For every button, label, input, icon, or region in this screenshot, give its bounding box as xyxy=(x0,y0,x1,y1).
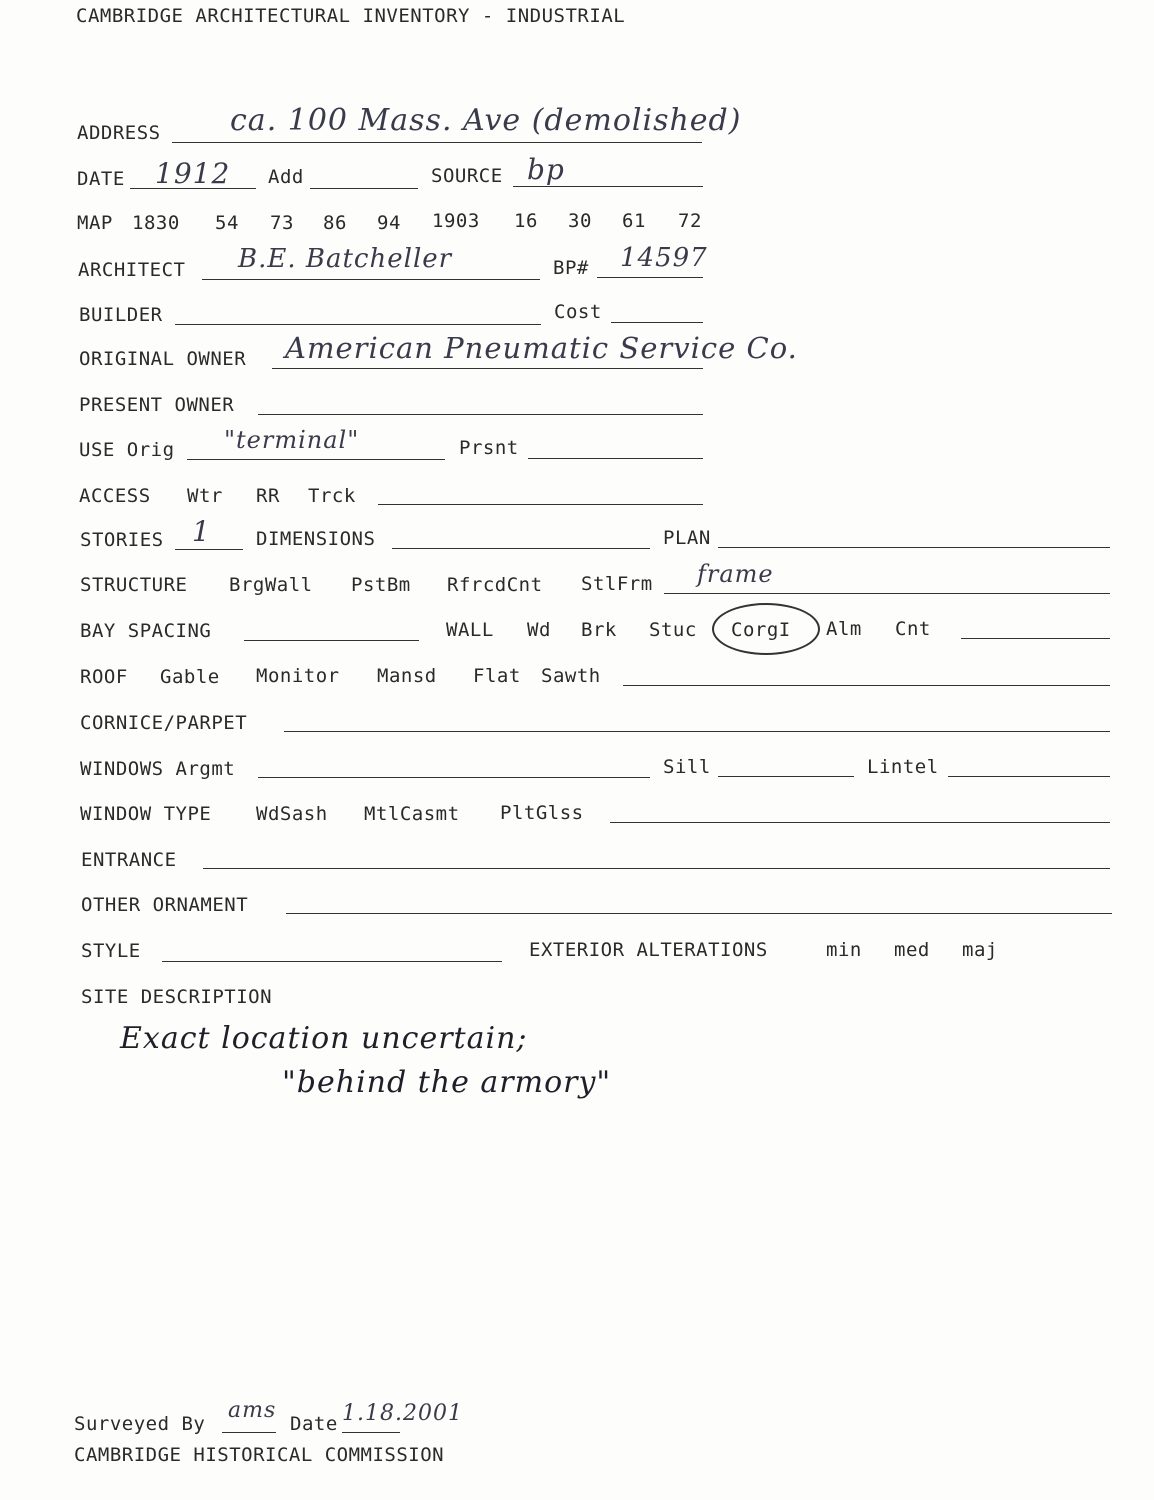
stories-line[interactable] xyxy=(175,549,243,550)
map-label: MAP xyxy=(77,212,113,234)
bp-label: BP# xyxy=(553,257,589,279)
roof-option-mansd[interactable]: Mansd xyxy=(377,665,437,687)
alteration-option-min[interactable]: min xyxy=(826,939,862,961)
survey-date-line[interactable] xyxy=(342,1432,400,1433)
structure-option-stlfrm[interactable]: StlFrm xyxy=(581,573,653,595)
add-line[interactable] xyxy=(310,188,418,189)
entrance-line[interactable] xyxy=(203,868,1110,869)
bp-line[interactable] xyxy=(597,277,703,278)
sill-label: Sill xyxy=(663,756,711,778)
original-owner-label: ORIGINAL OWNER xyxy=(79,348,247,370)
other-ornament-label: OTHER ORNAMENT xyxy=(81,894,249,916)
roof-option-gable[interactable]: Gable xyxy=(160,666,220,688)
builder-label: BUILDER xyxy=(79,304,163,326)
date-value: 1912 xyxy=(155,157,231,190)
access-option-trck[interactable]: Trck xyxy=(308,485,356,507)
site-description-label: SITE DESCRIPTION xyxy=(81,986,273,1008)
roof-line[interactable] xyxy=(623,685,1110,686)
survey-date-value: 1.18.2001 xyxy=(342,1401,463,1426)
dimensions-label: DIMENSIONS xyxy=(256,528,376,550)
plan-label: PLAN xyxy=(663,527,711,549)
add-label: Add xyxy=(268,166,304,188)
entrance-label: ENTRANCE xyxy=(81,849,177,871)
access-label: ACCESS xyxy=(79,485,151,507)
window-type-option-wdsash[interactable]: WdSash xyxy=(256,803,328,825)
bp-value: 14597 xyxy=(620,243,708,273)
map-year: 1903 xyxy=(432,210,480,232)
original-owner-value: American Pneumatic Service Co. xyxy=(285,331,798,365)
survey-date-label: Date xyxy=(290,1413,338,1435)
wall-option-corgi[interactable]: CorgI xyxy=(731,619,791,641)
source-line[interactable] xyxy=(513,186,703,187)
map-year: 61 xyxy=(622,210,646,232)
use-orig-label: USE Orig xyxy=(79,439,175,461)
roof-option-monitor[interactable]: Monitor xyxy=(256,665,340,687)
bay-spacing-line[interactable] xyxy=(244,640,419,641)
prsnt-label: Prsnt xyxy=(459,437,519,459)
date-label: DATE xyxy=(77,168,125,190)
alteration-option-med[interactable]: med xyxy=(894,939,930,961)
access-option-rr[interactable]: RR xyxy=(256,485,280,507)
stories-value: 1 xyxy=(192,515,211,548)
source-label: SOURCE xyxy=(431,165,503,187)
architect-line[interactable] xyxy=(202,279,540,280)
site-description-line-2: "behind the armory" xyxy=(282,1065,612,1100)
sill-line[interactable] xyxy=(718,776,854,777)
structure-option-brgwall[interactable]: BrgWall xyxy=(229,574,313,596)
roof-option-sawth[interactable]: Sawth xyxy=(541,665,601,687)
structure-label: STRUCTURE xyxy=(80,574,188,596)
address-label: ADDRESS xyxy=(77,122,161,144)
window-type-option-pltglss[interactable]: PltGlss xyxy=(500,802,584,824)
map-year: 1830 xyxy=(132,212,180,234)
wall-option-cnt[interactable]: Cnt xyxy=(895,618,931,640)
architect-label: ARCHITECT xyxy=(78,259,186,281)
style-line[interactable] xyxy=(162,961,502,962)
stories-label: STORIES xyxy=(80,529,164,551)
address-line[interactable] xyxy=(172,142,702,143)
structure-option-pstbm[interactable]: PstBm xyxy=(351,574,411,596)
source-value: bp xyxy=(527,153,565,186)
bay-spacing-label: BAY SPACING xyxy=(80,620,212,642)
use-orig-line[interactable] xyxy=(187,459,445,460)
address-value: ca. 100 Mass. Ave (demolished) xyxy=(230,103,742,138)
dimensions-line[interactable] xyxy=(392,548,650,549)
access-line[interactable] xyxy=(378,504,703,505)
wall-option-wd[interactable]: Wd xyxy=(527,619,551,641)
wall-option-stuc[interactable]: Stuc xyxy=(649,619,697,641)
map-year: 30 xyxy=(568,210,592,232)
map-year: 16 xyxy=(514,210,538,232)
use-orig-value: "terminal" xyxy=(224,426,360,454)
selection-circle xyxy=(712,603,820,655)
wall-line[interactable] xyxy=(961,638,1110,639)
roof-label: ROOF xyxy=(80,666,128,688)
window-type-option-mtlcasmt[interactable]: MtlCasmt xyxy=(364,803,460,825)
window-type-label: WINDOW TYPE xyxy=(80,803,212,825)
surveyed-by-line[interactable] xyxy=(222,1432,276,1433)
cornice-label: CORNICE/PARPET xyxy=(80,712,248,734)
windows-line[interactable] xyxy=(258,777,650,778)
map-year: 86 xyxy=(323,212,347,234)
window-type-line[interactable] xyxy=(610,822,1110,823)
cost-line[interactable] xyxy=(611,322,703,323)
map-year: 73 xyxy=(270,212,294,234)
original-owner-line[interactable] xyxy=(272,368,703,369)
cost-label: Cost xyxy=(554,301,602,323)
style-label: STYLE xyxy=(81,940,141,962)
present-owner-line[interactable] xyxy=(258,414,703,415)
present-owner-label: PRESENT OWNER xyxy=(79,394,235,416)
lintel-label: Lintel xyxy=(867,756,939,778)
other-ornament-line[interactable] xyxy=(286,913,1112,914)
structure-value: frame xyxy=(697,560,774,588)
wall-option-brk[interactable]: Brk xyxy=(581,619,617,641)
structure-option-rfrcdcnt[interactable]: RfrcdCnt xyxy=(447,574,543,596)
windows-label: WINDOWS Argmt xyxy=(80,758,236,780)
roof-option-flat[interactable]: Flat xyxy=(473,665,521,687)
cornice-line[interactable] xyxy=(284,731,1110,732)
lintel-line[interactable] xyxy=(948,776,1110,777)
map-year: 72 xyxy=(678,210,702,232)
prsnt-line[interactable] xyxy=(528,458,703,459)
map-year: 94 xyxy=(377,212,401,234)
alteration-option-maj[interactable]: maj xyxy=(962,939,998,961)
commission-name: CAMBRIDGE HISTORICAL COMMISSION xyxy=(74,1444,445,1466)
wall-option-alm[interactable]: Alm xyxy=(826,618,862,640)
site-description-line-1: Exact location uncertain; xyxy=(120,1021,528,1056)
wall-label: WALL xyxy=(446,619,494,641)
plan-line[interactable] xyxy=(718,547,1110,548)
structure-line[interactable] xyxy=(664,593,1110,594)
architect-value: B.E. Batcheller xyxy=(238,244,453,274)
map-year: 54 xyxy=(215,212,239,234)
builder-line[interactable] xyxy=(175,324,541,325)
exterior-alterations-label: EXTERIOR ALTERATIONS xyxy=(529,939,768,961)
surveyed-by-label: Surveyed By xyxy=(74,1413,206,1435)
surveyed-by-value: ams xyxy=(228,1398,277,1423)
access-option-wtr[interactable]: Wtr xyxy=(187,485,223,507)
form-title: CAMBRIDGE ARCHITECTURAL INVENTORY - INDUSTRIAL xyxy=(76,5,626,27)
